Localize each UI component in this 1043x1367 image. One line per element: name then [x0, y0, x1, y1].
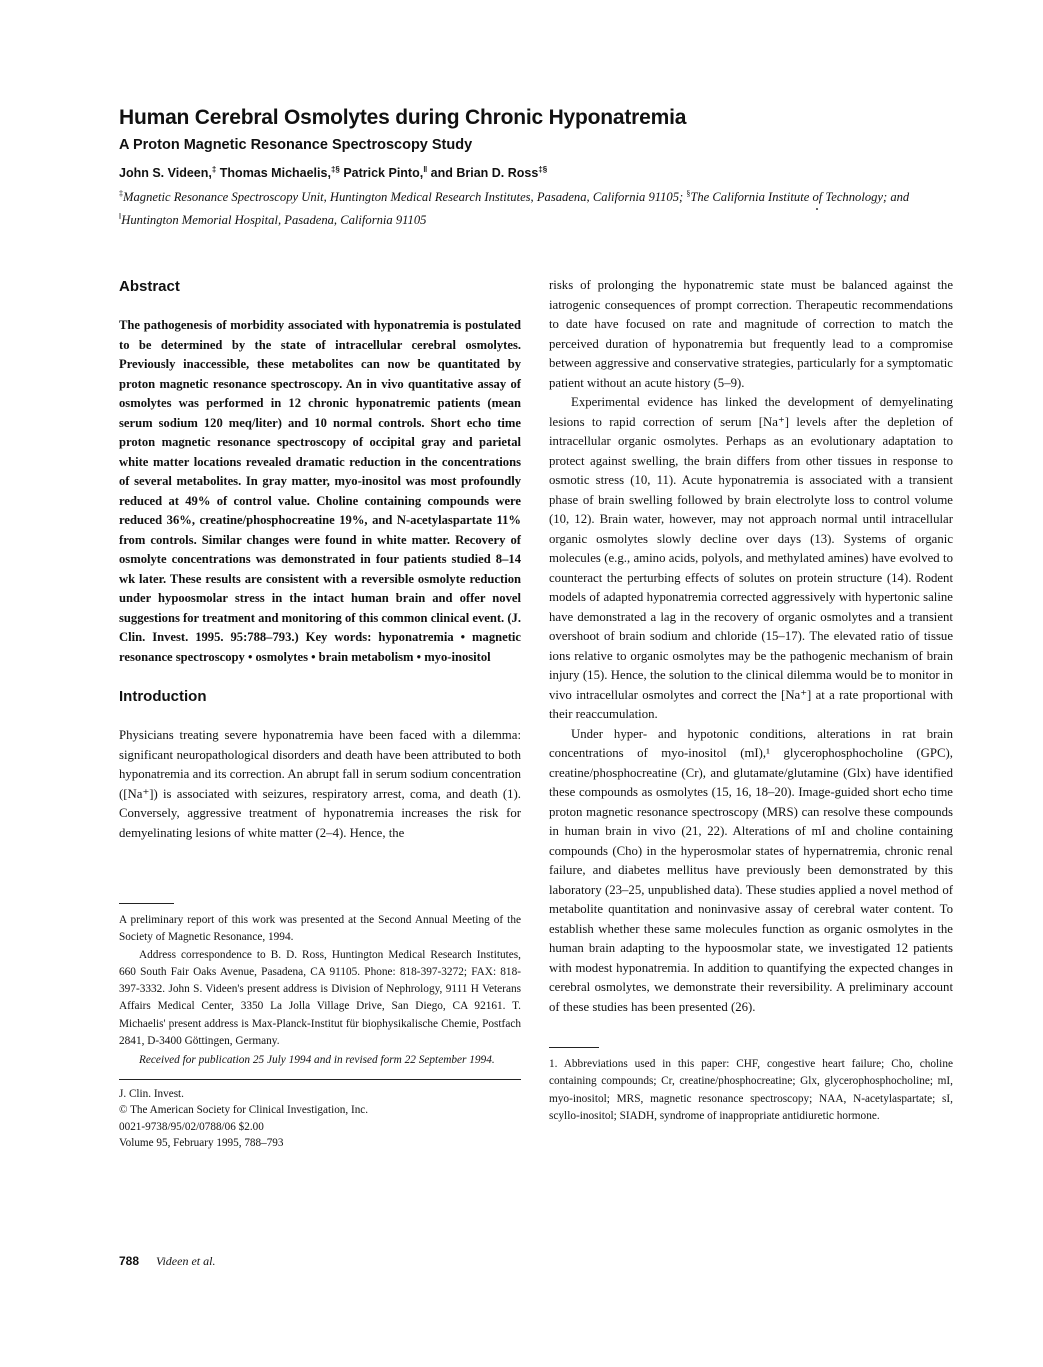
affil-3-mark: ‖	[119, 212, 122, 222]
page-footer	[119, 1254, 215, 1269]
intro-paragraph-3: Experimental evidence has linked the development of demyelinating lesions to rapid correction of serum [Na⁺] levels after the depletion of intracellular organic osmolytes. Perhaps as an evolutionary adaptation to protect against swelling, the brain differs from other tissues in response to osmotic stress (10, 11). Acute hyponatremia is associated with a transient phase of brain swelling followed by brain electrolyte loss to control volume (10, 12). Brain water, however, may not approach normal until intracellular organic osmolytes slowly decline over days (13). Systems of organic molecules (e.g., amino acids, polyols, and methylated amines) have evolved to counteract the perturbing effects of solutes on protein structure (14). Rodent models of adapted hyponatremia corrected aggressively with hypertonic saline have demonstrated a lag in the recovery of organic osmolytes and a transient overshoot of brain sodium and chloride (15–17). The elevated ratio of tissue ions relative to organic osmolytes may be the pathogenic mechanism of brain injury (15). Hence, the solution to the clinical dilemma would be to monitor in vivo intracellular osmolytes and correct the [Na⁺] at a rate proportional with their reaccumulation.	[549, 395, 953, 721]
author-1-mark: ‡	[211, 165, 217, 174]
journal-code: 0021-9738/95/02/0788/06 $2.00	[119, 1120, 264, 1133]
author-3: Patrick Pinto,	[339, 166, 424, 181]
author-3-mark: ‖	[423, 165, 428, 174]
running-head: Videen et al.	[156, 1254, 216, 1268]
page-number: 788	[119, 1254, 140, 1268]
abstract-text: The pathogenesis of morbidity associated with hyponatremia is postulated to be determined by the state of intracellular cerebral osmolytes. Previously inaccessible, these metabolites can now be quantitated by proton magnetic resonance spectroscopy. An in vivo quantitative assay of osmolytes was performed in 12 chronic hyponatremic patients (mean serum sodium 120 meq/liter) and 10 normal controls. Short echo time proton magnetic resonance spectroscopy of occipital gray and parietal white matter locations revealed dramatic reduction in the concentrations of several metabolites. In gray matter, myo-inositol was most profoundly reduced at 49% of control value. Choline containing compounds were reduced 36%, creatine/phosphocreatine 19%, and N-acetylaspartate 11% from controls. Similar changes were found in white matter. Recovery of osmolyte concentrations was demonstrated in four patients studied 8–14 wk later. These results are consistent with a reversible osmolyte reduction under hypoosmolar stress in the intact human brain and offer novel suggestions for treatment and monitoring of this common clinical event. (J. Clin. Invest. 1995. 95:788–793.) Key words: hyponatremia • magnetic resonance spectroscopy • osmolytes • brain metabolism • myo-inositol	[119, 318, 521, 664]
abstract-section	[119, 278, 521, 667]
abbreviations-footnote: 1. Abbreviations used in this paper: CHF, congestive heart failure; Cho, choline containing compounds; Cr, creatine/phosphocreatine; Glx, glycerophosphocholine; mI, myo-inositol; MRS, magnetic resonance spectroscopy; NAA, N-acetylaspartate; sI, scyllo-inositol; SIADH, syndrome of inappropriate antidiuretic hormone.	[549, 1058, 953, 1122]
affil-2-mark: §	[686, 189, 691, 198]
footnote-divider-right	[549, 1047, 599, 1048]
journal-volume: Volume 95, February 1995, 788–793	[119, 1137, 284, 1150]
author-1: John S. Videen,	[119, 166, 212, 181]
affil-3: Huntington Memorial Hospital, Pasadena, California 91105	[121, 213, 427, 228]
footnote-received: Received for publication 25 July 1994 and in revised form 22 September 1994.	[139, 1054, 495, 1067]
journal-info	[119, 1086, 521, 1152]
footnote-divider	[119, 903, 174, 904]
intro-paragraph-4: Under hyper- and hypotonic conditions, alterations in rat brain concentrations of myo-inositol (mI),¹ glycerophosphocholine (GPC), creatine/phosphocreatine (Cr), and glutamate/glutamine (Glx) have identified these compounds as osmolytes (15, 16, 18–20). Image-guided short echo time proton magnetic resonance spectroscopy (MRS) can resolve these compounds in human brain in vivo (21, 22). Alterations of mI and choline containing compounds (Cho) in the hyperosmolar states of hypernatremia, chronic renal failure, and diabetes mellitus have previously been demonstrated by this laboratory (23–25, unpublished data). These studies applied a novel method of metabolite quantitation and noninvasive assay of cerebral water content. To establish whether these same molecules function as organic osmolytes in the human brain adapting to the hypoosmolar state, we investigated 12 patients with modest hyponatremia. In addition to quantifying the expected changes in cerebral osmolytes, we demonstrate their reversibility. A preliminary account of these studies has been presented (26).	[549, 726, 953, 1014]
intro-paragraph-2: risks of prolonging the hyponatremic state must be balanced against the iatrogenic consequences of prompt correction. Therapeutic recommendations to date have focused on rate and magnitude of correction to match the perceived duration of hyponatremia but frequently lead to a compromise between aggressive and conservative strategies, particularly for a symptomatic patient without an acute history (5–9).	[549, 278, 953, 390]
author-4-mark: ‡§	[538, 165, 548, 174]
affil-1-mark: ‡	[119, 189, 123, 198]
author-list	[119, 165, 939, 180]
footnote-preliminary: A preliminary report of this work was presented at the Second Annual Meeting of the Society of Magnetic Resonance, 1994.	[119, 914, 521, 944]
journal-copyright: © The American Society for Clinical Investigation, Inc.	[119, 1104, 369, 1117]
journal-divider	[119, 1079, 521, 1080]
left-column	[119, 278, 521, 1152]
journal-name: J. Clin. Invest.	[119, 1087, 184, 1100]
paper-title: Human Cerebral Osmolytes during Chronic Hyponatremia	[119, 106, 687, 129]
right-footnote	[549, 1047, 953, 1125]
author-2-mark: ‡§	[330, 165, 340, 174]
right-column	[549, 276, 953, 1125]
introduction-heading: Introduction	[119, 688, 207, 705]
affil-1: Magnetic Resonance Spectroscopy Unit, Huntington Medical Research Institutes, Pasadena, California 91105;	[123, 190, 687, 205]
scan-speck	[816, 208, 818, 210]
intro-paragraph-1: Physicians treating severe hyponatremia have been faced with a dilemma: significant neuropathological disorders and death have been attributed to both hyponatremia and its correction. An abrupt fall in serum sodium concentration ([Na⁺]) is associated with seizures, respiratory arrest, coma, and death (1). Conversely, aggressive treatment of hyponatremia increases the risk for demyelinating lesions of white matter (2–4). Hence, the	[119, 728, 521, 840]
affil-2: The California Institute of Technology; and	[690, 190, 910, 205]
footnote-address: Address correspondence to B. D. Ross, Huntington Medical Research Institutes, 660 South Fair Oaks Avenue, Pasadena, CA 91105. Phone: 818-397-3272; FAX: 818-397-3332. John S. Videen's present address is Division of Nephrology, 9111 H Veterans Affairs Medical Center, 3350 La Jolla Village Drive, San Diego, CA 92161. T. Michaelis' present address is Max-Planck-Institut für biophysikalische Chemie, Postfach 2841, D-3400 Göttingen, Germany.	[119, 948, 521, 1048]
abstract-heading: Abstract	[119, 278, 180, 295]
author-4: and Brian D. Ross	[427, 166, 539, 181]
paper-subtitle: A Proton Magnetic Resonance Spectroscopy Study	[119, 137, 473, 153]
author-2: Thomas Michaelis,	[216, 166, 331, 181]
left-footnotes	[119, 903, 521, 1070]
introduction-section	[119, 688, 521, 843]
